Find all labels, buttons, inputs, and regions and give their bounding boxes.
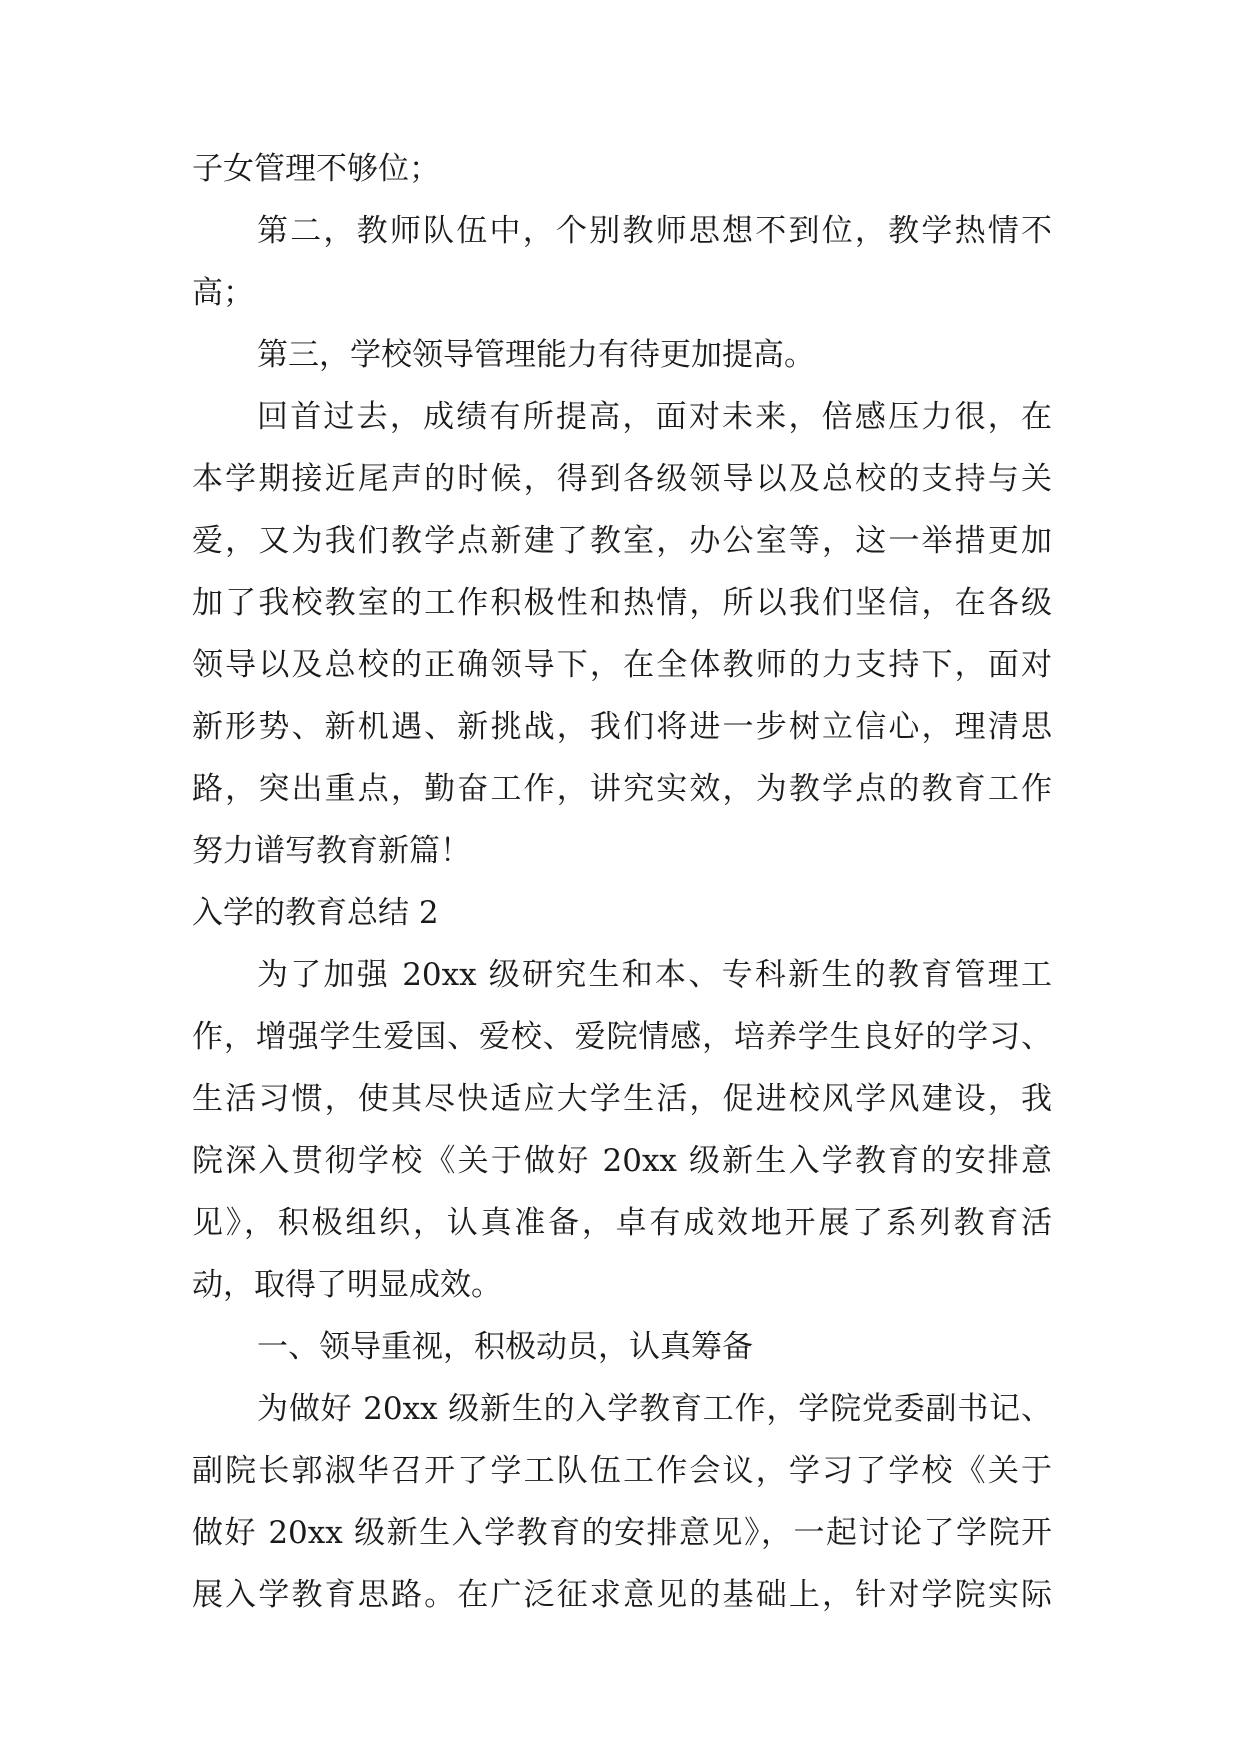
text-line: 领导以及总校的正确领导下，在全体教师的力支持下，面对 [192,647,1052,683]
section-heading: 入学的教育总结 2 [192,895,439,931]
text-line: 见》，积极组织，认真准备，卓有成效地开展了系列教育活 [192,1205,1052,1241]
text-line: 生活习惯，使其尽快适应大学生活，促进校风学风建设，我 [192,1081,1052,1117]
text-line: 加了我校教室的工作积极性和热情，所以我们坚信，在各级 [192,585,1052,621]
text-line: 新形势、新机遇、新挑战，我们将进一步树立信心，理清思 [192,709,1052,745]
text-line: 为做好 20xx 级新生的入学教育工作，学院党委副书记、 [257,1391,1052,1427]
text-line: 回首过去，成绩有所提高，面对未来，倍感压力很，在 [257,399,1052,435]
text-line: 第二，教师队伍中，个别教师思想不到位，教学热情不 [257,213,1052,249]
subheading: 一、领导重视，积极动员，认真筹备 [257,1329,753,1365]
text-line: 院深入贯彻学校《关于做好 20xx 级新生入学教育的安排意 [192,1143,1052,1179]
text-line: 第三，学校领导管理能力有待更加提高。 [257,337,815,373]
text-line: 本学期接近尾声的时候，得到各级领导以及总校的支持与关 [192,461,1052,497]
text-line: 高； [192,275,254,311]
text-line: 副院长郭淑华召开了学工队伍工作会议，学习了学校《关于 [192,1453,1052,1489]
text-line: 路，突出重点，勤奋工作，讲究实效，为教学点的教育工作 [192,771,1052,807]
text-line: 爱，又为我们教学点新建了教室，办公室等，这一举措更加 [192,523,1052,559]
text-line: 展入学教育思路。在广泛征求意见的基础上，针对学院实际 [192,1577,1052,1613]
text-line: 动，取得了明显成效。 [192,1267,502,1303]
text-line: 子女管理不够位； [192,151,440,187]
text-line: 作，增强学生爱国、爱校、爱院情感，培养学生良好的学习、 [192,1019,1052,1055]
text-line: 做好 20xx 级新生入学教育的安排意见》，一起讨论了学院开 [192,1515,1052,1551]
text-line: 为了加强 20xx 级研究生和本、专科新生的教育管理工 [257,957,1052,993]
text-line: 努力谱写教育新篇！ [192,833,471,869]
